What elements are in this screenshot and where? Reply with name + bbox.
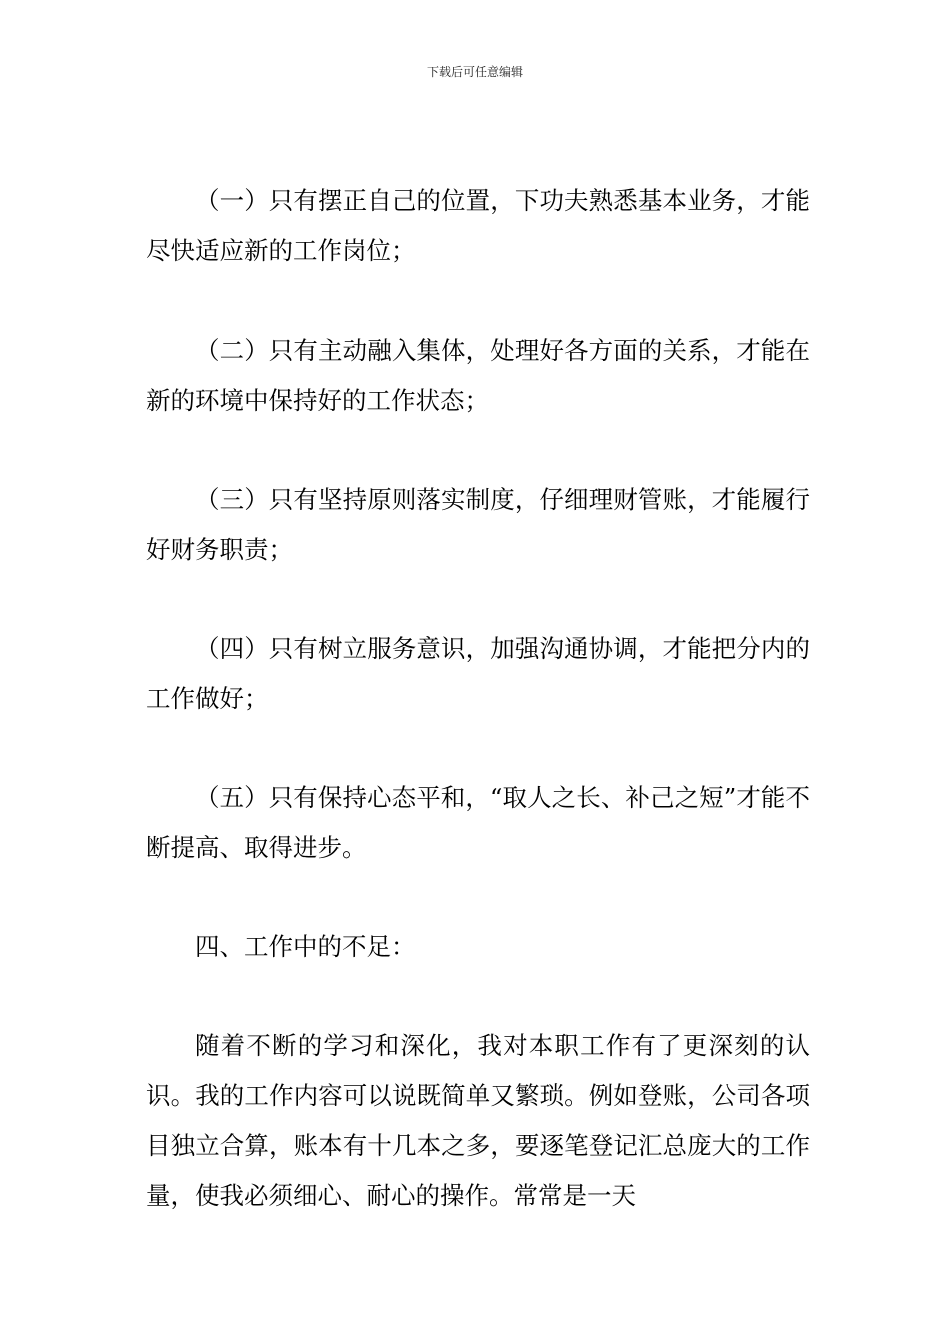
page-header: 下载后可任意编辑 — [426, 65, 523, 79]
paragraph-item-1: （一）只有摆正自己的位置，下功夫熟悉基本业务，才能尽快适应新的工作岗位； — [146, 186, 810, 265]
paragraph-item-2: （二）只有主动融入集体，处理好各方面的关系，才能在新的环境中保持好的工作状态； — [146, 336, 810, 415]
body-paragraph: 随着不断的学习和深化，我对本职工作有了更深刻的认识。我的工作内容可以说既简单又繁琐。例如登账，公司各项目独立合算，账本有十几本之多，要逐笔登记汇总庞大的工作量，使我必须细心、耐心的操作。常常是一天 — [146, 1031, 810, 1210]
paragraph-item-3: （三）只有坚持原则落实制度，仔细理财管账，才能履行好财务职责； — [146, 485, 810, 564]
paragraph-item-5: （五）只有保持心态平和，“取人之长、补己之短”才能不断提高、取得进步。 — [146, 783, 810, 862]
paragraph-item-4: （四）只有树立服务意识，加强沟通协调，才能把分内的工作做好； — [146, 634, 810, 713]
section-heading: 四、工作中的不足： — [195, 932, 416, 961]
